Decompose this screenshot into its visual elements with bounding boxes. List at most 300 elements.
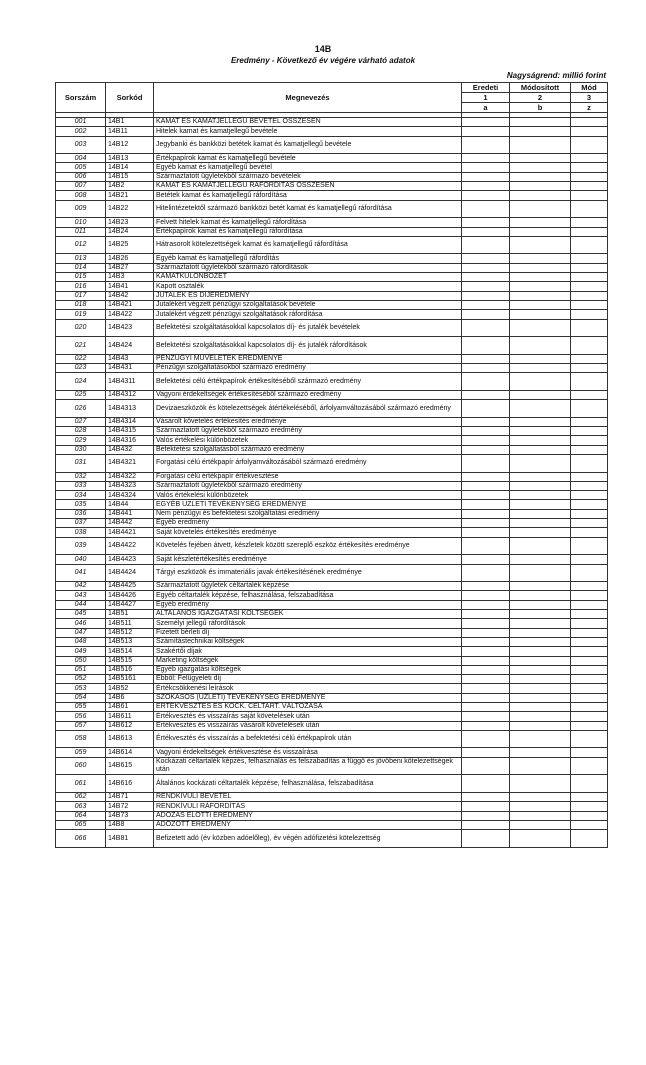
value-cell-modositott[interactable] (510, 191, 571, 200)
row-code: 14B4322 (106, 472, 154, 481)
value-cell-mod[interactable] (571, 163, 608, 172)
value-cell-eredeti[interactable] (462, 775, 510, 793)
value-cell-eredeti[interactable] (462, 792, 510, 801)
value-cell-modositott[interactable] (510, 600, 571, 609)
value-cell-mod[interactable] (571, 236, 608, 254)
value-cell-mod[interactable] (571, 417, 608, 426)
value-cell-mod[interactable] (571, 693, 608, 702)
value-cell-mod[interactable] (571, 591, 608, 600)
value-cell-eredeti[interactable] (462, 254, 510, 263)
row-number: 030 (56, 445, 106, 454)
row-name: Befektetési szolgáltatásból származó eredmény (154, 445, 462, 454)
value-cell-modositott[interactable] (510, 830, 571, 848)
value-cell-modositott[interactable] (510, 703, 571, 712)
row-number: 001 (56, 118, 106, 127)
table-row (56, 647, 608, 656)
row-number: 039 (56, 537, 106, 555)
row-code: 14B5161 (106, 675, 154, 684)
value-cell-eredeti[interactable] (462, 472, 510, 481)
value-cell-mod[interactable] (571, 390, 608, 399)
table-row (56, 693, 608, 702)
row-name: Forgatási célú értékpapír értékvesztése (154, 472, 462, 481)
value-cell-eredeti[interactable] (462, 191, 510, 200)
value-cell-modositott[interactable] (510, 637, 571, 646)
value-cell-modositott[interactable] (510, 390, 571, 399)
table-row (56, 730, 608, 748)
value-cell-modositott[interactable] (510, 436, 571, 445)
value-cell-mod[interactable] (571, 712, 608, 721)
value-cell-modositott[interactable] (510, 509, 571, 518)
value-cell-modositott[interactable] (510, 218, 571, 227)
value-cell-modositott[interactable] (510, 775, 571, 793)
value-cell-mod[interactable] (571, 154, 608, 163)
form-title: 14B (314, 44, 332, 54)
value-cell-eredeti[interactable] (462, 811, 510, 820)
value-cell-mod[interactable] (571, 665, 608, 674)
row-code: 14B42 (106, 291, 154, 300)
value-cell-modositott[interactable] (510, 364, 571, 373)
value-cell-modositott[interactable] (510, 591, 571, 600)
row-number: 055 (56, 703, 106, 712)
table-row (56, 373, 608, 391)
value-cell-modositott[interactable] (510, 684, 571, 693)
value-cell-mod[interactable] (571, 519, 608, 528)
value-cell-modositott[interactable] (510, 273, 571, 282)
value-cell-mod[interactable] (571, 757, 608, 775)
table-row (56, 454, 608, 472)
value-cell-modositott[interactable] (510, 172, 571, 181)
value-cell-modositott[interactable] (510, 721, 571, 730)
value-cell-eredeti[interactable] (462, 491, 510, 500)
row-code: 14B44 (106, 500, 154, 509)
value-cell-modositott[interactable] (510, 400, 571, 418)
value-cell-mod[interactable] (571, 647, 608, 656)
table-row (56, 519, 608, 528)
row-code: 14B4421 (106, 528, 154, 537)
value-cell-modositott[interactable] (510, 647, 571, 656)
value-cell-eredeti[interactable] (462, 564, 510, 582)
value-cell-mod[interactable] (571, 802, 608, 811)
value-cell-eredeti[interactable] (462, 757, 510, 775)
value-cell-modositott[interactable] (510, 675, 571, 684)
value-cell-mod[interactable] (571, 445, 608, 454)
value-cell-mod[interactable] (571, 811, 608, 820)
value-cell-mod[interactable] (571, 528, 608, 537)
value-cell-mod[interactable] (571, 830, 608, 848)
value-cell-eredeti[interactable] (462, 310, 510, 319)
value-cell-eredeti[interactable] (462, 200, 510, 218)
value-cell-eredeti[interactable] (462, 619, 510, 628)
row-name: Vagyoni érdekeltségek értékvesztése és visszaírása (154, 748, 462, 757)
value-cell-eredeti[interactable] (462, 628, 510, 637)
value-cell-eredeti[interactable] (462, 218, 510, 227)
row-number: 052 (56, 675, 106, 684)
table-row (56, 528, 608, 537)
table-row (56, 610, 608, 619)
value-cell-eredeti[interactable] (462, 693, 510, 702)
value-cell-modositott[interactable] (510, 811, 571, 820)
row-code: 14B615 (106, 757, 154, 775)
table-row (56, 564, 608, 582)
value-cell-mod[interactable] (571, 721, 608, 730)
value-cell-eredeti[interactable] (462, 154, 510, 163)
value-cell-modositott[interactable] (510, 227, 571, 236)
row-name: Értékcsökkenési leírások (154, 684, 462, 693)
value-cell-modositott[interactable] (510, 263, 571, 272)
value-cell-mod[interactable] (571, 730, 608, 748)
value-cell-mod[interactable] (571, 127, 608, 136)
value-cell-eredeti[interactable] (462, 712, 510, 721)
row-code: 14B4427 (106, 600, 154, 609)
row-code: 14B4316 (106, 436, 154, 445)
value-cell-modositott[interactable] (510, 118, 571, 127)
value-cell-eredeti[interactable] (462, 610, 510, 619)
row-code: 14B4426 (106, 591, 154, 600)
value-cell-mod[interactable] (571, 172, 608, 181)
value-cell-mod[interactable] (571, 820, 608, 829)
value-cell-modositott[interactable] (510, 282, 571, 291)
result-table (55, 82, 608, 848)
value-cell-modositott[interactable] (510, 127, 571, 136)
value-cell-modositott[interactable] (510, 792, 571, 801)
value-cell-modositott[interactable] (510, 427, 571, 436)
table-row (56, 218, 608, 227)
value-cell-mod[interactable] (571, 373, 608, 391)
row-name: Nem pénzügyi és befektetési szolgáltatási eredmény (154, 509, 462, 518)
value-cell-eredeti[interactable] (462, 703, 510, 712)
value-cell-mod[interactable] (571, 319, 608, 337)
value-cell-mod[interactable] (571, 182, 608, 191)
row-code: 14B4313 (106, 400, 154, 418)
row-name: Jutalékért végzett pénzügyi szolgáltatások bevétele (154, 300, 462, 309)
row-number: 041 (56, 564, 106, 582)
value-cell-eredeti[interactable] (462, 236, 510, 254)
value-cell-eredeti[interactable] (462, 684, 510, 693)
value-cell-modositott[interactable] (510, 417, 571, 426)
value-cell-mod[interactable] (571, 227, 608, 236)
value-cell-mod[interactable] (571, 582, 608, 591)
row-number: 015 (56, 273, 106, 282)
value-cell-eredeti[interactable] (462, 337, 510, 355)
value-cell-modositott[interactable] (510, 665, 571, 674)
value-cell-mod[interactable] (571, 200, 608, 218)
row-number: 054 (56, 693, 106, 702)
row-number: 010 (56, 218, 106, 227)
row-code: 14B4424 (106, 564, 154, 582)
value-cell-mod[interactable] (571, 619, 608, 628)
value-cell-mod[interactable] (571, 481, 608, 490)
table-row (56, 254, 608, 263)
row-code: 14B81 (106, 830, 154, 848)
row-name: Hitelintézetektől származó bankközi betét kamat és kamatjellegű ráfordítása (154, 200, 462, 218)
value-cell-modositott[interactable] (510, 757, 571, 775)
row-code: 14B613 (106, 730, 154, 748)
value-cell-eredeti[interactable] (462, 300, 510, 309)
header-col-number-1: 1 (462, 93, 510, 103)
value-cell-mod[interactable] (571, 364, 608, 373)
value-cell-modositott[interactable] (510, 182, 571, 191)
value-cell-modositott[interactable] (510, 319, 571, 337)
value-cell-modositott[interactable] (510, 254, 571, 263)
value-cell-modositott[interactable] (510, 200, 571, 218)
row-code: 14B61 (106, 703, 154, 712)
row-name: KAMAT ÉS KAMATJELLEGŰ BEVÉTEL ÖSSZESEN (154, 118, 462, 127)
row-name: JUTALÉK ÉS DÍJEREDMÉNY (154, 291, 462, 300)
header-eredeti: Eredeti (462, 83, 510, 93)
header-sorszam: Sorszám (56, 83, 106, 113)
value-cell-modositott[interactable] (510, 628, 571, 637)
value-cell-eredeti[interactable] (462, 820, 510, 829)
value-cell-eredeti[interactable] (462, 436, 510, 445)
value-cell-modositott[interactable] (510, 730, 571, 748)
table-row (56, 792, 608, 801)
row-number: 061 (56, 775, 106, 793)
value-cell-modositott[interactable] (510, 802, 571, 811)
row-number: 005 (56, 163, 106, 172)
row-code: 14B4423 (106, 555, 154, 564)
value-cell-eredeti[interactable] (462, 172, 510, 181)
value-cell-modositott[interactable] (510, 500, 571, 509)
value-cell-mod[interactable] (571, 748, 608, 757)
value-cell-eredeti[interactable] (462, 555, 510, 564)
value-cell-eredeti[interactable] (462, 282, 510, 291)
table-row (56, 436, 608, 445)
value-cell-eredeti[interactable] (462, 748, 510, 757)
value-cell-modositott[interactable] (510, 619, 571, 628)
row-name: Felvett hitelek kamat és kamatjellegű ráfordítása (154, 218, 462, 227)
value-cell-eredeti[interactable] (462, 182, 510, 191)
value-cell-modositott[interactable] (510, 610, 571, 619)
value-cell-modositott[interactable] (510, 656, 571, 665)
row-name: Értékvesztés és visszaírás a befektetési célú értékpapírok után (154, 730, 462, 748)
value-cell-eredeti[interactable] (462, 647, 510, 656)
row-code: 14B21 (106, 191, 154, 200)
value-cell-modositott[interactable] (510, 163, 571, 172)
value-cell-mod[interactable] (571, 400, 608, 418)
value-cell-mod[interactable] (571, 491, 608, 500)
value-cell-mod[interactable] (571, 191, 608, 200)
value-cell-eredeti[interactable] (462, 136, 510, 154)
value-cell-mod[interactable] (571, 427, 608, 436)
value-cell-eredeti[interactable] (462, 537, 510, 555)
value-cell-eredeti[interactable] (462, 500, 510, 509)
row-number: 053 (56, 684, 106, 693)
row-code: 14B6 (106, 693, 154, 702)
value-cell-mod[interactable] (571, 354, 608, 363)
row-name: Marketing költségek (154, 656, 462, 665)
value-cell-modositott[interactable] (510, 354, 571, 363)
value-cell-eredeti[interactable] (462, 665, 510, 674)
row-name: Követelés fejében átvett, készletek között szereplő eszköz értékesítés eredménye (154, 537, 462, 555)
value-cell-modositott[interactable] (510, 454, 571, 472)
row-number: 045 (56, 610, 106, 619)
table-row (56, 500, 608, 509)
row-number: 057 (56, 721, 106, 730)
table-row (56, 310, 608, 319)
row-number: 042 (56, 582, 106, 591)
value-cell-mod[interactable] (571, 537, 608, 555)
value-cell-modositott[interactable] (510, 712, 571, 721)
value-cell-eredeti[interactable] (462, 528, 510, 537)
row-name: Ebből: Felügyeleti díj (154, 675, 462, 684)
value-cell-eredeti[interactable] (462, 273, 510, 282)
value-cell-mod[interactable] (571, 454, 608, 472)
value-cell-eredeti[interactable] (462, 481, 510, 490)
value-cell-eredeti[interactable] (462, 519, 510, 528)
row-code: 14B4312 (106, 390, 154, 399)
value-cell-modositott[interactable] (510, 528, 571, 537)
value-cell-mod[interactable] (571, 792, 608, 801)
table-row (56, 136, 608, 154)
value-cell-eredeti[interactable] (462, 373, 510, 391)
table-row (56, 637, 608, 646)
value-cell-mod[interactable] (571, 291, 608, 300)
value-cell-modositott[interactable] (510, 820, 571, 829)
value-cell-eredeti[interactable] (462, 675, 510, 684)
value-cell-eredeti[interactable] (462, 163, 510, 172)
row-name: Egyéb céltartalék képzése, felhasználása, felszabadítása (154, 591, 462, 600)
row-code: 14B4422 (106, 537, 154, 555)
row-name: Fizetett bérleti díj (154, 628, 462, 637)
value-cell-modositott[interactable] (510, 481, 571, 490)
value-cell-mod[interactable] (571, 118, 608, 127)
value-cell-eredeti[interactable] (462, 227, 510, 236)
value-cell-modositott[interactable] (510, 373, 571, 391)
value-cell-modositott[interactable] (510, 337, 571, 355)
value-cell-eredeti[interactable] (462, 637, 510, 646)
value-cell-eredeti[interactable] (462, 730, 510, 748)
value-cell-eredeti[interactable] (462, 354, 510, 363)
value-cell-eredeti[interactable] (462, 263, 510, 272)
row-code: 14B516 (106, 665, 154, 674)
value-cell-mod[interactable] (571, 775, 608, 793)
value-cell-modositott[interactable] (510, 555, 571, 564)
value-cell-modositott[interactable] (510, 472, 571, 481)
value-cell-modositott[interactable] (510, 693, 571, 702)
row-name: EGYÉB ÜZLETI TEVÉKENYSÉG EREDMÉNYE (154, 500, 462, 509)
row-number: 046 (56, 619, 106, 628)
row-name: Származtatott ügyletekből származó eredmény (154, 481, 462, 490)
value-cell-eredeti[interactable] (462, 390, 510, 399)
table-row (56, 675, 608, 684)
row-code: 14B14 (106, 163, 154, 172)
value-cell-eredeti[interactable] (462, 600, 510, 609)
row-number: 023 (56, 364, 106, 373)
value-cell-modositott[interactable] (510, 236, 571, 254)
value-cell-mod[interactable] (571, 300, 608, 309)
value-cell-mod[interactable] (571, 337, 608, 355)
value-cell-modositott[interactable] (510, 310, 571, 319)
header-sorkod: Sorkód (106, 83, 154, 113)
table-row (56, 811, 608, 820)
value-cell-eredeti[interactable] (462, 656, 510, 665)
value-cell-mod[interactable] (571, 656, 608, 665)
header-col-number-2: 2 (510, 93, 571, 103)
value-cell-modositott[interactable] (510, 445, 571, 454)
value-cell-mod[interactable] (571, 500, 608, 509)
value-cell-eredeti[interactable] (462, 364, 510, 373)
value-cell-modositott[interactable] (510, 564, 571, 582)
value-cell-mod[interactable] (571, 254, 608, 263)
header-modositott: Módosított (510, 83, 571, 93)
value-cell-mod[interactable] (571, 263, 608, 272)
value-cell-eredeti[interactable] (462, 400, 510, 418)
row-name: Befektetési szolgáltatásokkal kapcsolatos díj- és jutalék ráfordítások (154, 337, 462, 355)
value-cell-mod[interactable] (571, 628, 608, 637)
value-cell-modositott[interactable] (510, 748, 571, 757)
value-cell-eredeti[interactable] (462, 582, 510, 591)
row-code: 14B4324 (106, 491, 154, 500)
row-code: 14B4323 (106, 481, 154, 490)
value-cell-eredeti[interactable] (462, 454, 510, 472)
value-cell-eredeti[interactable] (462, 427, 510, 436)
row-name: Betétek kamat és kamatjellegű ráfordítása (154, 191, 462, 200)
table-row (56, 127, 608, 136)
value-cell-eredeti[interactable] (462, 291, 510, 300)
row-name: Valós értékelési különbözetek (154, 436, 462, 445)
value-cell-mod[interactable] (571, 600, 608, 609)
value-cell-mod[interactable] (571, 610, 608, 619)
table-row (56, 830, 608, 848)
value-cell-modositott[interactable] (510, 519, 571, 528)
value-cell-mod[interactable] (571, 472, 608, 481)
row-code: 14B515 (106, 656, 154, 665)
value-cell-mod[interactable] (571, 703, 608, 712)
value-cell-mod[interactable] (571, 684, 608, 693)
value-cell-mod[interactable] (571, 310, 608, 319)
value-cell-mod[interactable] (571, 564, 608, 582)
row-number: 056 (56, 712, 106, 721)
row-name: Tárgyi eszközök és immateriális javak értékesítésének eredménye (154, 564, 462, 582)
row-name: Befektetési célú értékpapírok értékesítéséből származó eredmény (154, 373, 462, 391)
value-cell-eredeti[interactable] (462, 417, 510, 426)
value-cell-mod[interactable] (571, 555, 608, 564)
value-cell-modositott[interactable] (510, 300, 571, 309)
value-cell-modositott[interactable] (510, 537, 571, 555)
row-name: Egyéb kamat és kamatjellegű ráfordítás (154, 254, 462, 263)
value-cell-modositott[interactable] (510, 582, 571, 591)
row-code: 14B72 (106, 802, 154, 811)
value-cell-modositott[interactable] (510, 136, 571, 154)
value-cell-modositott[interactable] (510, 154, 571, 163)
value-cell-mod[interactable] (571, 675, 608, 684)
row-name: Személyi jellegű ráfordítások (154, 619, 462, 628)
value-cell-eredeti[interactable] (462, 721, 510, 730)
value-cell-eredeti[interactable] (462, 830, 510, 848)
value-cell-eredeti[interactable] (462, 118, 510, 127)
value-cell-modositott[interactable] (510, 491, 571, 500)
value-cell-mod[interactable] (571, 273, 608, 282)
value-cell-mod[interactable] (571, 436, 608, 445)
table-row (56, 417, 608, 426)
table-row (56, 619, 608, 628)
value-cell-mod[interactable] (571, 282, 608, 291)
row-number: 002 (56, 127, 106, 136)
value-cell-mod[interactable] (571, 509, 608, 518)
value-cell-eredeti[interactable] (462, 802, 510, 811)
value-cell-mod[interactable] (571, 637, 608, 646)
value-cell-eredeti[interactable] (462, 509, 510, 518)
value-cell-eredeti[interactable] (462, 591, 510, 600)
value-cell-modositott[interactable] (510, 291, 571, 300)
row-code: 14B432 (106, 445, 154, 454)
value-cell-mod[interactable] (571, 136, 608, 154)
table-row (56, 802, 608, 811)
value-cell-eredeti[interactable] (462, 127, 510, 136)
value-cell-mod[interactable] (571, 218, 608, 227)
value-cell-eredeti[interactable] (462, 319, 510, 337)
value-cell-eredeti[interactable] (462, 445, 510, 454)
